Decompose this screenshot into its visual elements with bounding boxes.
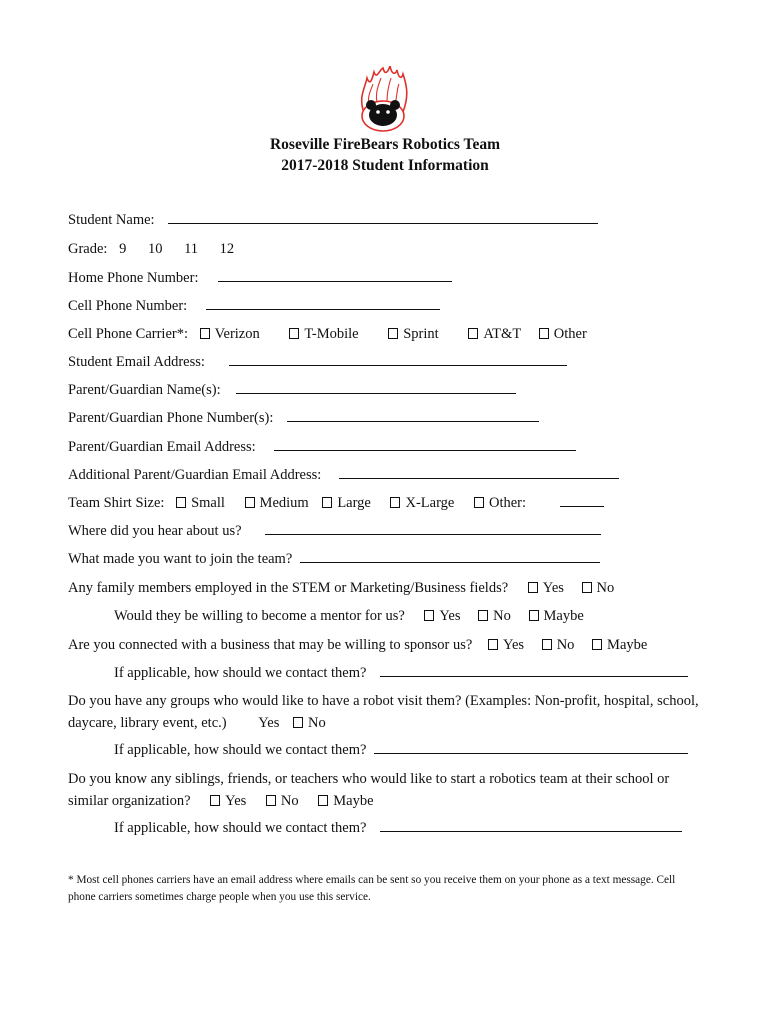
parent-names-field[interactable]: [236, 381, 516, 394]
siblings-maybe-checkbox[interactable]: Maybe: [318, 790, 373, 812]
shirt-small-checkbox[interactable]: Small: [176, 494, 225, 512]
shirt-size-label: Team Shirt Size:: [68, 495, 165, 511]
student-email-label: Student Email Address:: [68, 354, 205, 370]
groups-yes-checkbox[interactable]: Yes: [258, 715, 280, 731]
hear-about-field[interactable]: [265, 522, 601, 535]
sponsor-question: Are you connected with a business that may be willing to sponsor us?: [68, 637, 473, 653]
footnote: * Most cell phones carriers have an email address where emails can be sent so you receive them on your phone as a text message. Cell phone carriers sometimes charge people when you use this service.: [68, 874, 676, 903]
student-name-row: [68, 211, 598, 229]
carrier-other-checkbox[interactable]: Other: [539, 325, 587, 343]
why-join-field[interactable]: [300, 550, 600, 563]
carrier-tmobile-checkbox[interactable]: T-Mobile: [289, 325, 358, 343]
shirt-medium-checkbox[interactable]: Medium: [245, 494, 309, 512]
parent-phones-field[interactable]: [287, 409, 539, 422]
grade-option-9[interactable]: 9: [119, 241, 127, 257]
additional-email-field[interactable]: [339, 466, 619, 479]
cell-phone-field[interactable]: [206, 297, 440, 310]
siblings-contact-label: If applicable, how should we contact them?: [114, 820, 367, 836]
additional-email-label: Additional Parent/Guardian Email Address:: [68, 467, 322, 483]
shirt-xlarge-checkbox[interactable]: X-Large: [390, 494, 454, 512]
siblings-contact-row: [114, 819, 682, 837]
carrier-row: [68, 325, 587, 343]
hear-about-label: Where did you hear about us?: [68, 523, 242, 539]
sponsor-no-checkbox[interactable]: No: [542, 636, 575, 654]
mentor-no-checkbox[interactable]: No: [478, 607, 511, 625]
form-title: 2017-2018 Student Information: [281, 157, 489, 174]
home-phone-field[interactable]: [218, 269, 452, 282]
groups-question-block: [68, 690, 708, 734]
sponsor-contact-field[interactable]: [380, 664, 688, 677]
groups-contact-label: If applicable, how should we contact them?: [114, 742, 367, 758]
family-no-checkbox[interactable]: No: [582, 579, 615, 597]
shirt-size-row: [68, 494, 604, 512]
home-phone-label: Home Phone Number:: [68, 270, 199, 286]
mentor-yes-checkbox[interactable]: Yes: [424, 607, 460, 625]
shirt-large-checkbox[interactable]: Large: [322, 494, 371, 512]
grade-option-11[interactable]: 11: [184, 241, 199, 257]
additional-email-row: [68, 466, 619, 484]
why-join-row: [68, 550, 600, 568]
student-email-field[interactable]: [229, 353, 567, 366]
sponsor-contact-label: If applicable, how should we contact them?: [114, 665, 367, 681]
sponsor-row: [68, 636, 647, 654]
team-title: Roseville FireBears Robotics Team: [269, 136, 501, 153]
carrier-sprint-checkbox[interactable]: Sprint: [388, 325, 438, 343]
parent-email-row: [68, 438, 576, 456]
sponsor-maybe-checkbox[interactable]: Maybe: [592, 636, 647, 654]
carrier-label: Cell Phone Carrier*:: [68, 326, 189, 342]
grade-option-10[interactable]: 10: [147, 241, 163, 257]
cell-phone-label: Cell Phone Number:: [68, 298, 188, 314]
siblings-question-block: [68, 768, 708, 812]
carrier-att-checkbox[interactable]: AT&T: [468, 325, 521, 343]
mentor-row: [114, 607, 584, 625]
parent-email-field[interactable]: [274, 438, 576, 451]
parent-phones-label: Parent/Guardian Phone Number(s):: [68, 410, 274, 426]
parent-names-row: [68, 381, 516, 399]
groups-no-checkbox[interactable]: No: [293, 712, 326, 734]
siblings-yes-checkbox[interactable]: Yes: [210, 790, 246, 812]
siblings-question: Do you know any siblings, friends, or teachers who would like to start a robotics team at their school or similar organization?: [68, 771, 670, 809]
siblings-contact-field[interactable]: [380, 819, 682, 832]
parent-names-label: Parent/Guardian Name(s):: [68, 382, 221, 398]
student-name-field[interactable]: [168, 211, 598, 224]
student-name-label: Student Name:: [68, 212, 155, 228]
firebears-logo: [355, 66, 411, 132]
home-phone-row: [68, 269, 452, 287]
mentor-maybe-checkbox[interactable]: Maybe: [529, 607, 584, 625]
grade-label: Grade:: [68, 241, 108, 257]
parent-email-label: Parent/Guardian Email Address:: [68, 439, 256, 455]
sponsor-contact-row: [114, 664, 688, 682]
grade-option-12[interactable]: 12: [219, 241, 235, 257]
sponsor-yes-checkbox[interactable]: Yes: [488, 636, 524, 654]
family-question: Any family members employed in the STEM or Marketing/Business fields?: [68, 580, 509, 596]
family-row: [68, 579, 614, 597]
shirt-other-field[interactable]: [560, 494, 604, 507]
parent-phones-row: [68, 409, 539, 427]
siblings-no-checkbox[interactable]: No: [266, 790, 299, 812]
cell-phone-row: [68, 297, 440, 315]
shirt-other-checkbox[interactable]: Other:: [474, 494, 526, 512]
hear-about-row: [68, 522, 601, 540]
groups-question: Do you have any groups who would like to have a robot visit them? (Examples: Non-profit, hospital, school, daycare, library event, etc.): [68, 693, 699, 731]
grade-row: [68, 240, 252, 258]
groups-contact-row: [114, 741, 688, 759]
groups-contact-field[interactable]: [374, 741, 688, 754]
carrier-verizon-checkbox[interactable]: Verizon: [200, 325, 260, 343]
mentor-question: Would they be willing to become a mentor for us?: [114, 608, 405, 624]
family-yes-checkbox[interactable]: Yes: [528, 579, 564, 597]
student-email-row: [68, 353, 567, 371]
why-join-label: What made you want to join the team?: [68, 551, 293, 567]
